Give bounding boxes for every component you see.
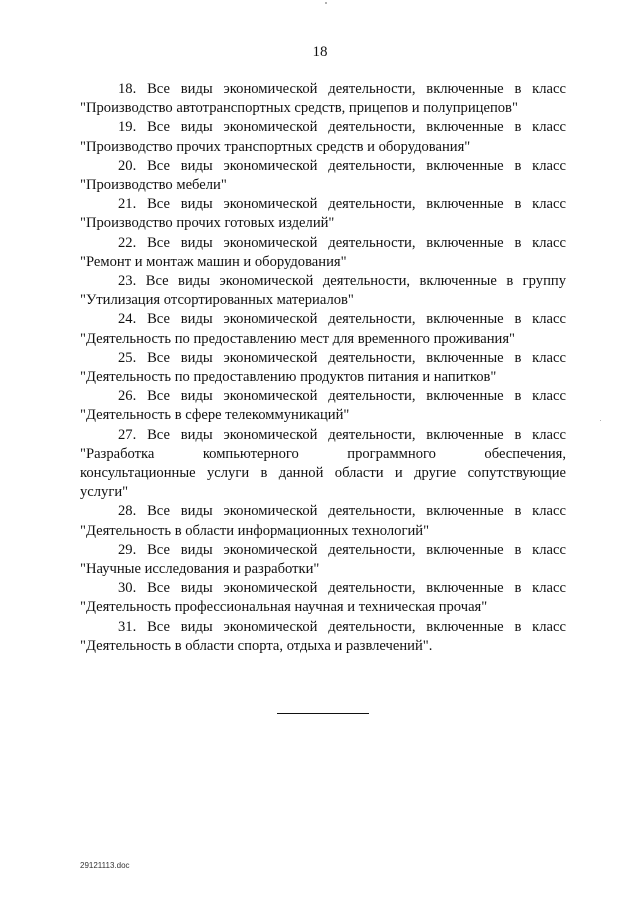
item-27-class-line-1: "Разработка компьютерного программного обеспечения, [80,445,566,462]
item-20-text: 20. Все виды экономической деятельности, включенные в класс [118,157,566,174]
list-item-19 [80,118,566,156]
scan-speck [600,420,601,421]
item-26-text: 26. Все виды экономической деятельности, включенные в класс [118,388,566,405]
list-item-27 [80,426,566,503]
item-18-text: 18. Все виды экономической деятельности, включенные в класс [118,81,566,97]
scan-speck [325,2,327,4]
item-19-text: 19. Все виды экономической деятельности, включенные в класс [118,119,566,136]
item-29-text: 29. Все виды экономической деятельности, включенные в класс [118,541,566,558]
item-27-text: 27. Все виды экономической деятельности, включенные в класс [118,426,566,443]
item-20-class: "Производство мебели" [80,177,227,194]
list-item-20 [80,157,566,195]
list-item-29 [80,541,566,579]
item-30-text: 30. Все виды экономической деятельности, включенные в класс [118,580,566,597]
list-item-31 [80,618,566,656]
list-item-26 [80,387,566,425]
item-24-class: "Деятельность по предоставлению мест для временного проживания" [80,330,515,347]
item-28-text: 28. Все виды экономической деятельности, включенные в класс [118,503,566,520]
item-28-class: "Деятельность в области информационных технологий" [80,522,430,539]
item-23-text: 23. Все виды экономической деятельности, включенные в группу [118,273,566,290]
item-18-class: "Производство автотранспортных средств, прицепов и полуприцепов" [80,100,518,117]
list-item-22 [80,234,566,272]
item-22-text: 22. Все виды экономической деятельности, включенные в класс [118,234,566,251]
item-31-class: "Деятельность в области спорта, отдыха и развлечений". [80,637,433,654]
item-27-class-line-3: услуги" [80,484,129,501]
document-body [80,80,566,656]
item-23-class: "Утилизация отсортированных материалов" [80,292,354,309]
list-item-30 [80,579,566,617]
footer-document-code: 29121113.doc [80,861,130,870]
item-29-class: "Научные исследования и разработки" [80,561,320,578]
item-26-class: "Деятельность в сфере телекоммуникаций" [80,407,350,424]
page-number: 18 [312,44,328,60]
item-22-class: "Ремонт и монтаж машин и оборудования" [80,253,347,270]
list-item-18 [80,80,566,118]
end-divider [277,713,369,714]
item-24-text: 24. Все виды экономической деятельности, включенные в класс [118,311,566,328]
list-item-24 [80,310,566,348]
list-item-25 [80,349,566,387]
item-30-class: "Деятельность профессиональная научная и техническая прочая" [80,599,488,616]
list-item-28 [80,502,566,540]
list-item-23 [80,272,566,310]
list-item-21 [80,195,566,233]
item-25-class: "Деятельность по предоставлению продуктов питания и напитков" [80,369,497,386]
item-25-text: 25. Все виды экономической деятельности, включенные в класс [118,349,566,366]
item-21-class: "Производство прочих готовых изделий" [80,215,335,232]
item-21-text: 21. Все виды экономической деятельности, включенные в класс [118,196,566,213]
item-19-class: "Производство прочих транспортных средств и оборудования" [80,138,471,155]
item-27-class-line-2: консультационные услуги в данной области и другие сопутствующие [80,465,566,482]
item-31-text: 31. Все виды экономической деятельности, включенные в класс [118,618,566,635]
